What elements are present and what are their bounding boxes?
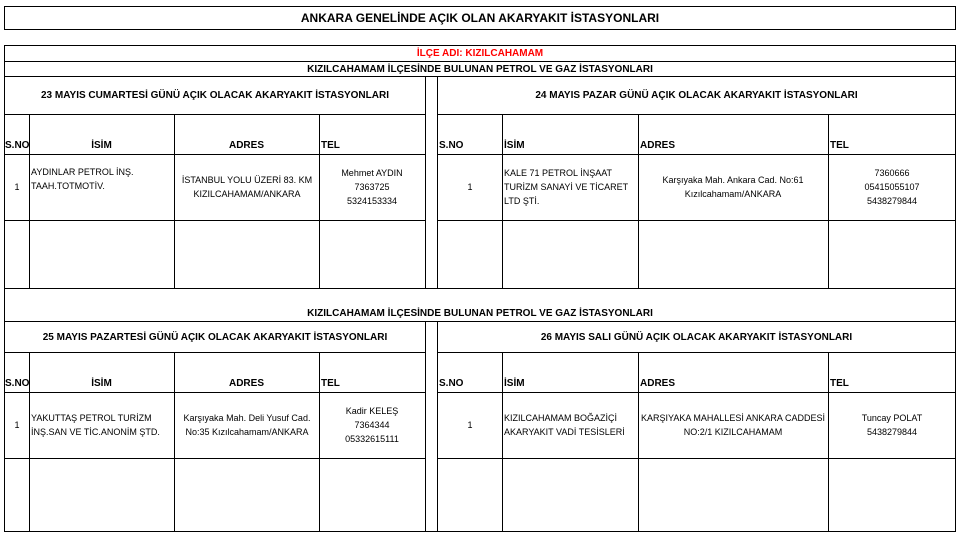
station-address: KARŞIYAKA MAHALLESİ ANKARA CADDESİ NO:2/1 KIZILCAHAMAM (641, 413, 825, 437)
day-26-title: 26 MAYIS SALI GÜNÜ AÇIK OLACAK AKARYAKIT İSTASYONLARI (540, 331, 853, 343)
tel-line: 05332615111 (345, 434, 399, 444)
sno-header: S.NO (5, 139, 30, 151)
station-name: KALE 71 PETROL İNŞAAT TURİZM SANAYİ VE TİCARET LTD ŞTİ. (504, 168, 629, 206)
name-header: İSİM (91, 377, 112, 389)
day-23-title: 23 MAYIS CUMARTESİ GÜNÜ AÇIK OLACAK AKARYAKIT İSTASYONLARI (41, 90, 389, 101)
station-tel (829, 393, 955, 457)
tel-line: Kadir KELEŞ (345, 406, 399, 416)
tel-line: 05415055107 (864, 182, 920, 192)
station-tel (320, 393, 424, 457)
tel-header: TEL (321, 139, 340, 151)
station-tel (829, 155, 955, 219)
station-tel (320, 155, 424, 219)
tel-header: TEL (830, 139, 849, 151)
name-header: İSİM (91, 139, 112, 151)
tel-line: 7363725 (354, 182, 390, 192)
address-header: ADRES (228, 377, 264, 389)
district-name: İLÇE ADI: KIZILCAHAMAM (416, 48, 544, 59)
day-24-title: 24 MAYIS PAZAR GÜNÜ AÇIK OLACAK AKARYAKIT İSTASYONLARI (535, 90, 858, 101)
name-header: İSİM (504, 139, 525, 151)
tel-line: 7360666 (874, 168, 910, 178)
tel-header: TEL (321, 377, 340, 389)
section-title-1: KIZILCAHAMAM İLÇESİNDE BULUNAN PETROL VE GAZ İSTASYONLARI (307, 63, 653, 75)
section-title-2: KIZILCAHAMAM İLÇESİNDE BULUNAN PETROL VE GAZ İSTASYONLARI (307, 307, 653, 319)
station-address: Karşıyaka Mah. Deli Yusuf Cad. No:35 Kızılcahamam/ANKARA (183, 413, 311, 437)
address-header: ADRES (228, 139, 264, 151)
station-name: KIZILCAHAMAM BOĞAZİÇİ AKARYAKIT VADİ TESİSLERİ (504, 413, 625, 437)
station-name: YAKUTTAŞ PETROL TURİZM İNŞ.SAN VE TİC.ANONİM ŞTD. (31, 413, 160, 437)
station-name: AYDINLAR PETROL İNŞ. TAAH.TOTMOTİV. (31, 167, 134, 191)
sno-header: S.NO (439, 377, 464, 389)
station-address: Karşıyaka Mah. Ankara Cad. No:61 Kızılcahamam/ANKARA (662, 175, 804, 199)
sno-header: S.NO (5, 377, 30, 389)
tel-line: 5438279844 (866, 427, 918, 437)
row-sno: 1 (467, 182, 473, 192)
tel-line: Tuncay POLAT (861, 413, 923, 423)
tel-line: Mehmet AYDIN (341, 168, 403, 178)
day-25-title: 25 MAYIS PAZARTESİ GÜNÜ AÇIK OLACAK AKARYAKIT İSTASYONLARI (42, 331, 388, 343)
address-header: ADRES (640, 377, 676, 389)
station-address: İSTANBUL YOLU ÜZERİ 83. KM KIZILCAHAMAM/ANKARA (181, 175, 313, 199)
tel-line: 5324153334 (346, 196, 398, 206)
row-sno: 1 (467, 420, 473, 430)
tel-line: 5438279844 (866, 196, 918, 206)
row-sno: 1 (14, 182, 20, 192)
sno-header: S.NO (439, 139, 464, 151)
tel-header: TEL (830, 377, 849, 389)
address-header: ADRES (640, 139, 676, 151)
row-sno: 1 (14, 420, 20, 430)
tel-line: 7364344 (354, 420, 390, 430)
page-title: ANKARA GENELİNDE AÇIK OLAN AKARYAKIT İSTASYONLARI (4, 6, 956, 30)
name-header: İSİM (504, 377, 525, 389)
